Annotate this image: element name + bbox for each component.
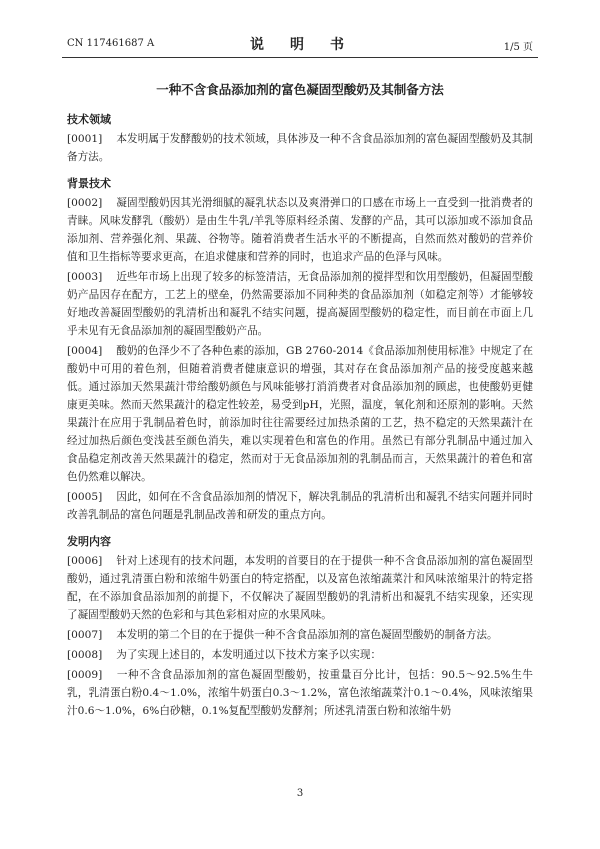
paragraph xyxy=(67,666,533,720)
paragraph-text: 本发明的第二个目的在于提供一种不含食品添加剂的富色凝固型酸奶的制备方法。 xyxy=(116,629,498,641)
paragraph-number: [0002] xyxy=(67,197,103,209)
paragraph-number: [0006] xyxy=(67,555,103,567)
section-heading: 背景技术 xyxy=(67,177,111,190)
paragraph-text: 针对上述现有的技术问题，本发明的首要目的在于提供一种不含食品添加剂的富色凝固型酸奶，通过乳清蛋白粉和浓缩牛奶蛋白的特定搭配，以及富色浓缩蔬菜汁和风味浓缩果汁的特定搭配，在不添加食品添加剂的前提下，不仅解决了凝固型酸奶的乳清析出和凝乳不结实现象，还实现了凝固型酸奶天然的色彩和与其色彩相对应的水果风味。 xyxy=(67,555,533,621)
paragraph-number: [0005] xyxy=(67,491,103,503)
paragraph-number: [0009] xyxy=(67,669,103,681)
paragraph xyxy=(67,130,533,166)
paragraph-number: [0008] xyxy=(67,649,103,661)
paragraph xyxy=(67,552,533,624)
paragraph-text: 凝固型酸奶因其光滑细腻的凝乳状态以及爽滑弹口的口感在市场上一直受到一批消费者的青睐。风味发酵乳（酸奶）是由生牛乳/羊乳等原料经杀菌、发酵的产品，其可以添加或不添加食品添加剂、营养强化剂、果蔬、谷物等。随着消费者生活水平的不断提高，自然而然对酸奶的营养价值和卫生指标等要求更高，在追求健康和营养的同时，也追求产品的色泽与风味。 xyxy=(67,197,533,263)
document-title: 一种不含食品添加剂的富色凝固型酸奶及其制备方法 xyxy=(156,82,444,97)
paragraph-text: 一种不含食品添加剂的富色凝固型酸奶，按重量百分比计，包括：90.5～92.5%生牛乳，乳清蛋白粉0.4～1.0%，浓缩牛奶蛋白0.3～1.2%，富色浓缩蔬菜汁0.1～0.4%，风味浓缩果汁0.6～1.0%，6%白砂糖，0.1%复配型酸奶发酵剂；所述乳清蛋白粉和浓缩牛奶 xyxy=(67,669,533,717)
paragraph xyxy=(67,646,533,664)
paragraph-number: [0004] xyxy=(67,345,103,357)
paragraph xyxy=(67,342,533,486)
paragraph xyxy=(67,268,533,340)
section-heading: 技术领域 xyxy=(67,113,111,126)
header-rule xyxy=(62,57,538,58)
section-heading: 发明内容 xyxy=(67,535,111,548)
paragraph-text: 因此，如何在不含食品添加剂的情况下，解决乳制品的乳清析出和凝乳不结实问题并同时改善乳制品的富色问题是乳制品改善和研发的重点方向。 xyxy=(67,491,533,521)
paragraph-text: 本发明属于发酵酸奶的技术领域，具体涉及一种不含食品添加剂的富色凝固型酸奶及其制备方法。 xyxy=(67,133,533,163)
paragraph-number: [0001] xyxy=(67,133,103,145)
paragraph xyxy=(67,626,533,644)
document-body xyxy=(67,112,533,722)
page-header xyxy=(67,38,533,52)
page-indicator: 1/5 页 xyxy=(503,42,533,53)
page-number: 3 xyxy=(296,788,304,799)
document-type: 说 明 书 xyxy=(250,37,350,53)
paragraph-text: 酸奶的色泽少不了各种色素的添加，GB 2760-2014《食品添加剂使用标准》中规定了在酸奶中可用的着色剂，但随着消费者健康意识的增强，其对存在食品添加剂产品的接受度越来越低。通过添加天然果蔬汁带给酸奶颜色与风味能够打消消费者对食品添加剂的顾虑，也使酸奶更健康更美味。然而天然果蔬汁的稳定性较差，易受到pH，光照，温度，氧化剂和还原剂的影响。天然果蔬汁在应用于乳制品着色时，前添加时往往需要经过加热杀菌的工艺，热不稳定的天然果蔬汁在经过加热后颜色变浅甚至颜色消失，难以实现着色和富色的作用。虽然已有部分乳制品中通过加入食品稳定剂改善天然果蔬汁的稳定，然而对于无食品添加剂的乳制品而言，天然果蔬汁的着色和富色仍然难以解决。 xyxy=(67,345,533,483)
publication-number: CN 117461687 A xyxy=(67,38,155,49)
paragraph-text: 为了实现上述目的，本发明通过以下技术方案予以实现： xyxy=(116,649,382,661)
paragraph-number: [0007] xyxy=(67,629,103,641)
paragraph-number: [0003] xyxy=(67,271,103,283)
paragraph-text: 近些年市场上出现了较多的标签清洁，无食品添加剂的搅拌型和饮用型酸奶，但凝固型酸奶产品因存在配方，工艺上的壁垒，仍然需要添加不同种类的食品添加剂（如稳定剂等）才能够较好地改善凝固型酸奶的乳清析出和凝乳不结实问题，提高凝固型酸奶的稳定性，而目前在市面上几乎未见有无食品添加剂的凝固型酸奶产品。 xyxy=(67,271,533,337)
paragraph xyxy=(67,488,533,524)
paragraph xyxy=(67,194,533,266)
